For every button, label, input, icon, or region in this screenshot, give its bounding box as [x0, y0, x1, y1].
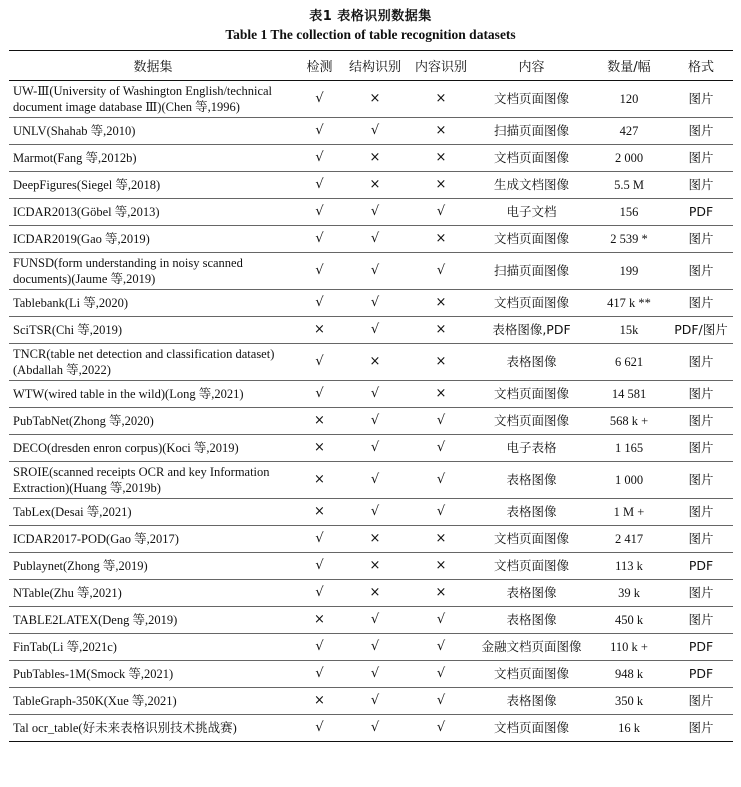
cell-detection: × — [297, 435, 342, 462]
table-row — [9, 381, 733, 408]
cell-content-recognition: √ — [408, 253, 474, 290]
cell-structure: √ — [342, 715, 408, 742]
col-header-format: 格式 — [669, 51, 733, 81]
cell-content-recognition: × — [408, 290, 474, 317]
cell-detection: × — [297, 607, 342, 634]
table-row — [9, 290, 733, 317]
table-row — [9, 118, 733, 145]
cell-detection: √ — [297, 661, 342, 688]
cell-content: 文档页面图像 — [474, 381, 589, 408]
cell-structure: √ — [342, 290, 408, 317]
table-row — [9, 226, 733, 253]
cell-detection: × — [297, 408, 342, 435]
table-row — [9, 607, 733, 634]
table-row — [9, 145, 733, 172]
cell-quantity: 427 — [589, 118, 669, 145]
table-caption-en: Table 1 The collection of table recognition datasets — [225, 27, 516, 42]
cell-format: 图片 — [669, 226, 733, 253]
cell-structure: √ — [342, 317, 408, 344]
cell-dataset: Tal ocr_table(好未来表格识别技术挑战赛) — [9, 715, 297, 742]
cell-structure: √ — [342, 607, 408, 634]
col-header-detection: 检测 — [297, 51, 342, 81]
cell-detection: √ — [297, 253, 342, 290]
cell-content-recognition: √ — [408, 661, 474, 688]
table-row — [9, 553, 733, 580]
cell-content: 电子文档 — [474, 199, 589, 226]
cell-content-recognition: √ — [408, 499, 474, 526]
table-row — [9, 580, 733, 607]
cell-detection: √ — [297, 290, 342, 317]
cell-quantity: 14 581 — [589, 381, 669, 408]
cell-format: 图片 — [669, 688, 733, 715]
cell-content: 文档页面图像 — [474, 553, 589, 580]
cell-dataset: FUNSD(form understanding in noisy scanned documents)(Jaume 等,2019) — [9, 253, 297, 290]
cell-format: 图片 — [669, 435, 733, 462]
cell-content: 表格图像 — [474, 607, 589, 634]
cell-structure: √ — [342, 118, 408, 145]
cell-content: 文档页面图像 — [474, 715, 589, 742]
table-row — [9, 408, 733, 435]
cell-content-recognition: × — [408, 172, 474, 199]
cell-structure: √ — [342, 634, 408, 661]
cell-format: 图片 — [669, 344, 733, 381]
cell-quantity: 450 k — [589, 607, 669, 634]
cell-dataset: PubTabNet(Zhong 等,2020) — [9, 408, 297, 435]
cell-structure: √ — [342, 499, 408, 526]
table-row — [9, 435, 733, 462]
cell-quantity: 39 k — [589, 580, 669, 607]
cell-format: 图片 — [669, 499, 733, 526]
cell-content-recognition: × — [408, 118, 474, 145]
cell-content: 文档页面图像 — [474, 526, 589, 553]
cell-dataset: WTW(wired table in the wild)(Long 等,2021) — [9, 381, 297, 408]
cell-structure: √ — [342, 199, 408, 226]
cell-structure: × — [342, 553, 408, 580]
cell-dataset: SciTSR(Chi 等,2019) — [9, 317, 297, 344]
cell-content-recognition: √ — [408, 435, 474, 462]
cell-format: 图片 — [669, 526, 733, 553]
cell-structure: × — [342, 526, 408, 553]
cell-content: 文档页面图像 — [474, 145, 589, 172]
cell-detection: √ — [297, 145, 342, 172]
cell-detection: × — [297, 317, 342, 344]
cell-quantity: 417 k ** — [589, 290, 669, 317]
cell-detection: × — [297, 499, 342, 526]
cell-quantity: 113 k — [589, 553, 669, 580]
table-body — [9, 81, 733, 742]
col-header-quantity: 数量/幅 — [589, 51, 669, 81]
cell-content: 表格图像 — [474, 499, 589, 526]
header-row — [9, 51, 733, 81]
cell-content-recognition: × — [408, 381, 474, 408]
cell-quantity: 1 000 — [589, 462, 669, 499]
table-row — [9, 344, 733, 381]
cell-detection: √ — [297, 118, 342, 145]
table-row — [9, 462, 733, 499]
cell-structure: √ — [342, 253, 408, 290]
table-row — [9, 634, 733, 661]
cell-detection: × — [297, 688, 342, 715]
cell-format: 图片 — [669, 81, 733, 118]
cell-quantity: 948 k — [589, 661, 669, 688]
cell-format: PDF/图片 — [669, 317, 733, 344]
cell-content-recognition: √ — [408, 199, 474, 226]
cell-detection: √ — [297, 381, 342, 408]
cell-quantity: 15k — [589, 317, 669, 344]
cell-structure: √ — [342, 381, 408, 408]
cell-format: 图片 — [669, 145, 733, 172]
cell-structure: × — [342, 81, 408, 118]
table-row — [9, 253, 733, 290]
cell-format: 图片 — [669, 290, 733, 317]
cell-structure: √ — [342, 661, 408, 688]
cell-content-recognition: × — [408, 344, 474, 381]
table-caption-cn: 表1 表格识别数据集 — [309, 9, 432, 24]
cell-detection: √ — [297, 526, 342, 553]
cell-content: 表格图像 — [474, 688, 589, 715]
cell-content-recognition: √ — [408, 715, 474, 742]
cell-quantity: 568 k + — [589, 408, 669, 435]
cell-detection: √ — [297, 172, 342, 199]
cell-dataset: ICDAR2017-POD(Gao 等,2017) — [9, 526, 297, 553]
cell-format: PDF — [669, 634, 733, 661]
cell-detection: √ — [297, 580, 342, 607]
cell-dataset: DeepFigures(Siegel 等,2018) — [9, 172, 297, 199]
cell-content: 表格图像 — [474, 344, 589, 381]
cell-dataset: SROIE(scanned receipts OCR and key Information Extraction)(Huang 等,2019b) — [9, 462, 297, 499]
cell-content: 表格图像 — [474, 462, 589, 499]
cell-content-recognition: × — [408, 580, 474, 607]
cell-detection: √ — [297, 226, 342, 253]
cell-content-recognition: √ — [408, 688, 474, 715]
cell-content: 文档页面图像 — [474, 408, 589, 435]
cell-dataset: FinTab(Li 等,2021c) — [9, 634, 297, 661]
cell-format: 图片 — [669, 580, 733, 607]
cell-content-recognition: × — [408, 226, 474, 253]
table-row — [9, 526, 733, 553]
cell-structure: √ — [342, 688, 408, 715]
cell-content: 文档页面图像 — [474, 290, 589, 317]
datasets-table — [9, 50, 733, 742]
cell-dataset: NTable(Zhu 等,2021) — [9, 580, 297, 607]
cell-format: 图片 — [669, 607, 733, 634]
cell-content-recognition: × — [408, 81, 474, 118]
cell-dataset: TabLex(Desai 等,2021) — [9, 499, 297, 526]
cell-content-recognition: √ — [408, 408, 474, 435]
cell-structure: √ — [342, 462, 408, 499]
table-row — [9, 199, 733, 226]
cell-detection: √ — [297, 715, 342, 742]
cell-structure: × — [342, 145, 408, 172]
cell-content: 生成文档图像 — [474, 172, 589, 199]
cell-quantity: 156 — [589, 199, 669, 226]
cell-content-recognition: × — [408, 317, 474, 344]
cell-content-recognition: √ — [408, 607, 474, 634]
cell-structure: √ — [342, 226, 408, 253]
cell-content: 文档页面图像 — [474, 81, 589, 118]
cell-format: 图片 — [669, 462, 733, 499]
cell-structure: √ — [342, 408, 408, 435]
cell-content: 文档页面图像 — [474, 661, 589, 688]
cell-quantity: 120 — [589, 81, 669, 118]
cell-content: 扫描页面图像 — [474, 253, 589, 290]
col-header-content: 内容 — [474, 51, 589, 81]
cell-content: 文档页面图像 — [474, 226, 589, 253]
cell-content: 表格图像 — [474, 580, 589, 607]
cell-format: 图片 — [669, 253, 733, 290]
cell-dataset: UNLV(Shahab 等,2010) — [9, 118, 297, 145]
cell-detection: √ — [297, 553, 342, 580]
cell-quantity: 16 k — [589, 715, 669, 742]
cell-quantity: 2 417 — [589, 526, 669, 553]
cell-format: 图片 — [669, 172, 733, 199]
cell-dataset: UW-Ⅲ(University of Washington English/technical document image database Ⅲ)(Chen 等,1996) — [9, 81, 297, 118]
cell-format: 图片 — [669, 381, 733, 408]
col-header-dataset: 数据集 — [9, 51, 297, 81]
cell-detection: × — [297, 462, 342, 499]
table-row — [9, 499, 733, 526]
cell-detection: √ — [297, 344, 342, 381]
cell-content-recognition: √ — [408, 634, 474, 661]
cell-structure: √ — [342, 435, 408, 462]
cell-format: PDF — [669, 199, 733, 226]
cell-format: PDF — [669, 661, 733, 688]
cell-content: 扫描页面图像 — [474, 118, 589, 145]
cell-format: 图片 — [669, 408, 733, 435]
cell-dataset: ICDAR2013(Göbel 等,2013) — [9, 199, 297, 226]
cell-quantity: 1 165 — [589, 435, 669, 462]
cell-dataset: TNCR(table net detection and classification dataset)(Abdallah 等,2022) — [9, 344, 297, 381]
cell-format: 图片 — [669, 118, 733, 145]
cell-detection: √ — [297, 199, 342, 226]
cell-quantity: 350 k — [589, 688, 669, 715]
table-row — [9, 81, 733, 118]
cell-dataset: PubTables-1M(Smock 等,2021) — [9, 661, 297, 688]
cell-quantity: 6 621 — [589, 344, 669, 381]
table-row — [9, 317, 733, 344]
cell-detection: √ — [297, 81, 342, 118]
table-row — [9, 715, 733, 742]
cell-dataset: ICDAR2019(Gao 等,2019) — [9, 226, 297, 253]
cell-content-recognition: × — [408, 526, 474, 553]
cell-detection: √ — [297, 634, 342, 661]
cell-content-recognition: × — [408, 145, 474, 172]
cell-quantity: 199 — [589, 253, 669, 290]
cell-dataset: TableGraph-350K(Xue 等,2021) — [9, 688, 297, 715]
cell-content-recognition: √ — [408, 462, 474, 499]
table-row — [9, 172, 733, 199]
table-row — [9, 661, 733, 688]
cell-content: 电子表格 — [474, 435, 589, 462]
cell-format: 图片 — [669, 715, 733, 742]
cell-structure: × — [342, 580, 408, 607]
cell-content: 金融文档页面图像 — [474, 634, 589, 661]
cell-quantity: 1 M + — [589, 499, 669, 526]
cell-dataset: DECO(dresden enron corpus)(Koci 等,2019) — [9, 435, 297, 462]
cell-structure: × — [342, 172, 408, 199]
cell-content: 表格图像,PDF — [474, 317, 589, 344]
cell-dataset: Marmot(Fang 等,2012b) — [9, 145, 297, 172]
table-row — [9, 688, 733, 715]
col-header-content-recognition: 内容识别 — [408, 51, 474, 81]
cell-quantity: 5.5 M — [589, 172, 669, 199]
cell-dataset: Publaynet(Zhong 等,2019) — [9, 553, 297, 580]
col-header-structure: 结构识别 — [342, 51, 408, 81]
cell-content-recognition: × — [408, 553, 474, 580]
cell-dataset: Tablebank(Li 等,2020) — [9, 290, 297, 317]
cell-quantity: 2 539 * — [589, 226, 669, 253]
cell-quantity: 2 000 — [589, 145, 669, 172]
cell-format: PDF — [669, 553, 733, 580]
cell-structure: × — [342, 344, 408, 381]
cell-quantity: 110 k + — [589, 634, 669, 661]
cell-dataset: TABLE2LATEX(Deng 等,2019) — [9, 607, 297, 634]
